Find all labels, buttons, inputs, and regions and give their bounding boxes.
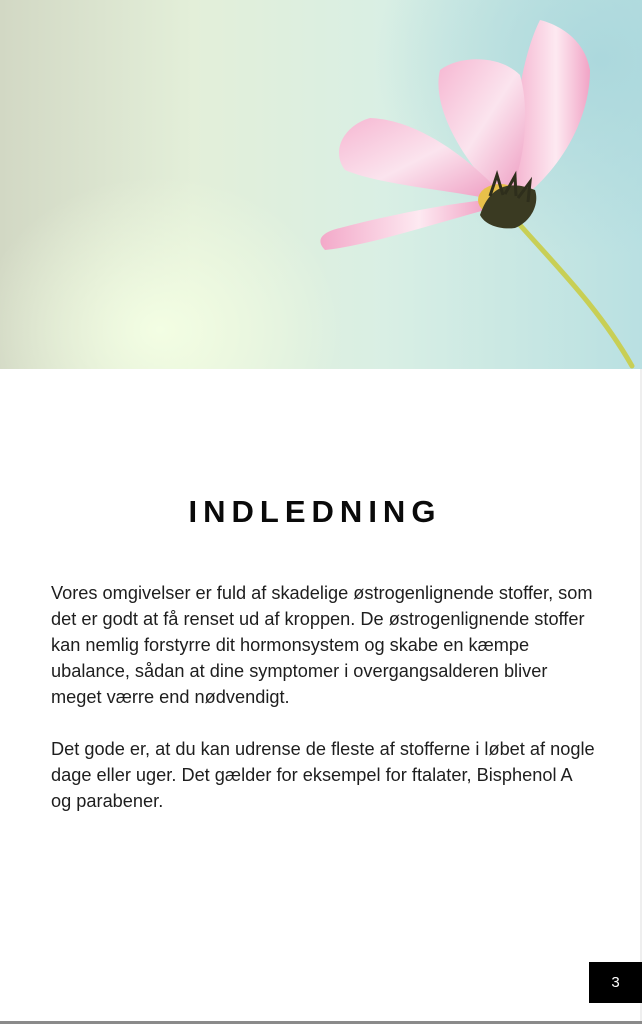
body-text [51, 580, 596, 840]
page-number-badge [589, 962, 642, 1003]
paragraph-intro: Vores omgivelser er fuld af skadelige østrogenlignende stoffer, som det er godt at få renset ud af kroppen. De østrogenlignende stoffer kan nemlig forstyrre dit hormonsystem og skabe en kæmpe ubalance, sådan at dine symptomer i overgangsalderen bliver meget værre end nødvendigt. [51, 583, 593, 707]
section-title: INDLEDNING [188, 493, 442, 529]
flower-illustration [0, 0, 642, 369]
page-number: 3 [611, 974, 620, 991]
paragraph-detox: Det gode er, at du kan udrense de fleste af stofferne i løbet af nogle dage eller uger. Det gælder for eksempel for ftalater, Bisphenol A og parabener. [51, 739, 595, 811]
hero-image [0, 0, 642, 369]
